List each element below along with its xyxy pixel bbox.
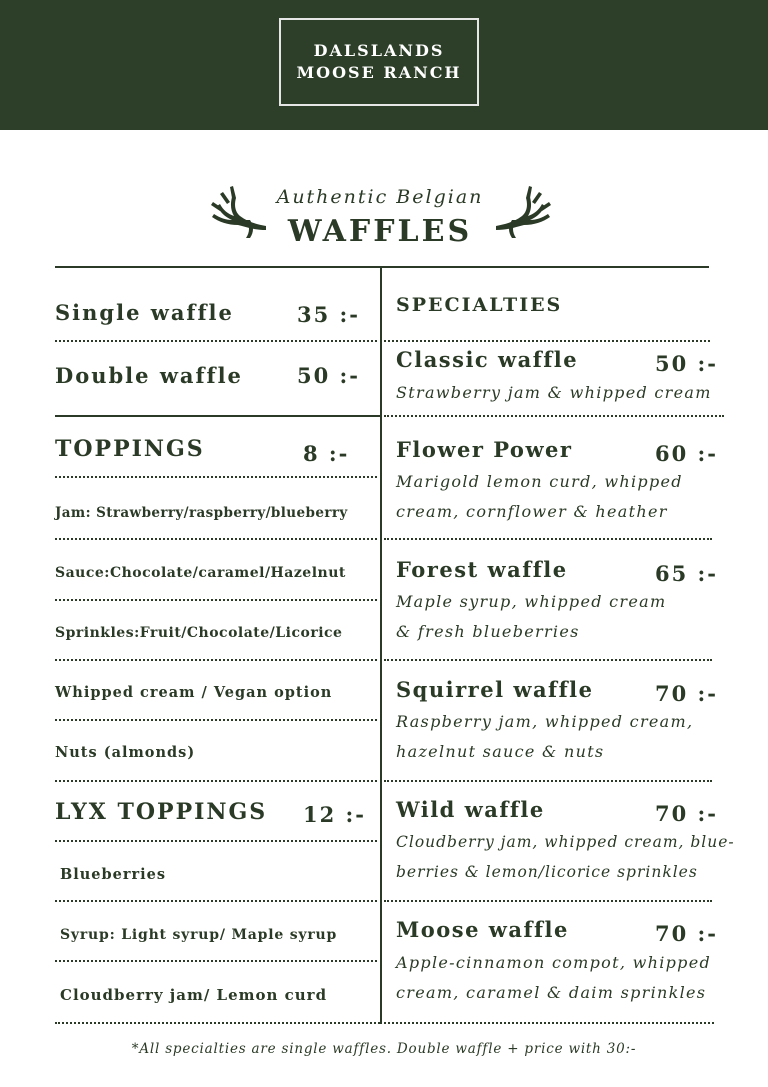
specialty-name: Wild waffle (396, 797, 545, 822)
specialty-desc: Strawberry jam & whipped cream (396, 383, 712, 402)
specialty-name: Forest waffle (396, 557, 568, 582)
divider (384, 780, 712, 782)
divider (55, 1022, 380, 1024)
double-waffle-price: 50 :- (297, 363, 361, 388)
moose-antler-icon (494, 180, 554, 242)
divider (55, 960, 377, 962)
specialty-desc: Cloudberry jam, whipped cream, blue- (396, 833, 735, 851)
topping-item: Jam: Strawberry/raspberry/blueberry (55, 505, 348, 521)
topping-item: Sprinkles:Fruit/Chocolate/Licorice (55, 625, 343, 641)
specialty-price: 65 :- (655, 561, 719, 586)
specialty-desc: cream, cornflower & heather (396, 502, 668, 521)
header-bar (0, 0, 768, 130)
column-divider (380, 266, 382, 1024)
divider (55, 659, 377, 661)
menu-title: WAFFLES (287, 214, 473, 249)
specialty-desc: Marigold lemon curd, whipped (396, 472, 683, 491)
divider (384, 900, 712, 902)
divider (55, 599, 377, 601)
divider (55, 900, 377, 902)
specialty-name: Flower Power (396, 437, 573, 462)
lyx-item: Syrup: Light syrup/ Maple syrup (60, 927, 338, 943)
section-rule (55, 415, 380, 417)
specialty-price: 50 :- (655, 351, 719, 376)
divider (384, 538, 712, 540)
divider (55, 719, 377, 721)
specialty-price: 70 :- (655, 921, 719, 946)
brand-logo (279, 18, 479, 106)
specialty-name: Squirrel waffle (396, 677, 594, 702)
top-rule (55, 266, 709, 268)
single-waffle-label: Single waffle (55, 300, 234, 325)
brand-line-1: DALSLANDS (313, 41, 445, 60)
specialty-desc: berries & lemon/licorice sprinkles (396, 863, 698, 881)
specialty-price: 60 :- (655, 441, 719, 466)
divider (384, 659, 712, 661)
divider (384, 415, 724, 417)
toppings-heading: TOPPINGS (55, 436, 205, 462)
specialty-price: 70 :- (655, 681, 719, 706)
topping-item: Sauce:Chocolate/caramel/Hazelnut (55, 565, 346, 581)
specialty-desc: hazelnut sauce & nuts (396, 742, 605, 761)
lyx-item: Cloudberry jam/ Lemon curd (60, 986, 328, 1004)
specialty-desc: cream, caramel & daim sprinkles (396, 983, 707, 1002)
specialty-price: 70 :- (655, 801, 719, 826)
double-waffle-label: Double waffle (55, 363, 243, 388)
brand-line-2: MOOSE RANCH (296, 63, 462, 82)
divider (384, 340, 710, 342)
divider (55, 840, 377, 842)
topping-item: Whipped cream / Vegan option (55, 684, 333, 701)
subtitle: Authentic Belgian (276, 186, 484, 208)
single-waffle-price: 35 :- (297, 302, 361, 327)
specialty-desc: Maple syrup, whipped cream (396, 592, 667, 611)
specialty-name: Classic waffle (396, 347, 579, 372)
lyx-toppings-heading: LYX TOPPINGS (55, 799, 268, 825)
divider (55, 340, 377, 342)
toppings-price: 8 :- (303, 441, 350, 466)
lyx-toppings-price: 12 :- (303, 802, 367, 827)
specialty-name: Moose waffle (396, 917, 569, 942)
specialty-desc: Apple-cinnamon compot, whipped (396, 953, 712, 972)
divider (55, 780, 377, 782)
specialty-desc: & fresh blueberries (396, 622, 580, 641)
divider (384, 1022, 714, 1024)
divider (55, 538, 377, 540)
specialties-heading: SPECIALTIES (396, 294, 563, 316)
topping-item: Nuts (almonds) (55, 744, 196, 761)
lyx-item: Blueberries (60, 866, 167, 883)
specialty-desc: Raspberry jam, whipped cream, (396, 712, 694, 731)
footnote: *All specialties are single waffles. Double waffle + price with 30:- (131, 1041, 637, 1057)
divider (55, 476, 377, 478)
